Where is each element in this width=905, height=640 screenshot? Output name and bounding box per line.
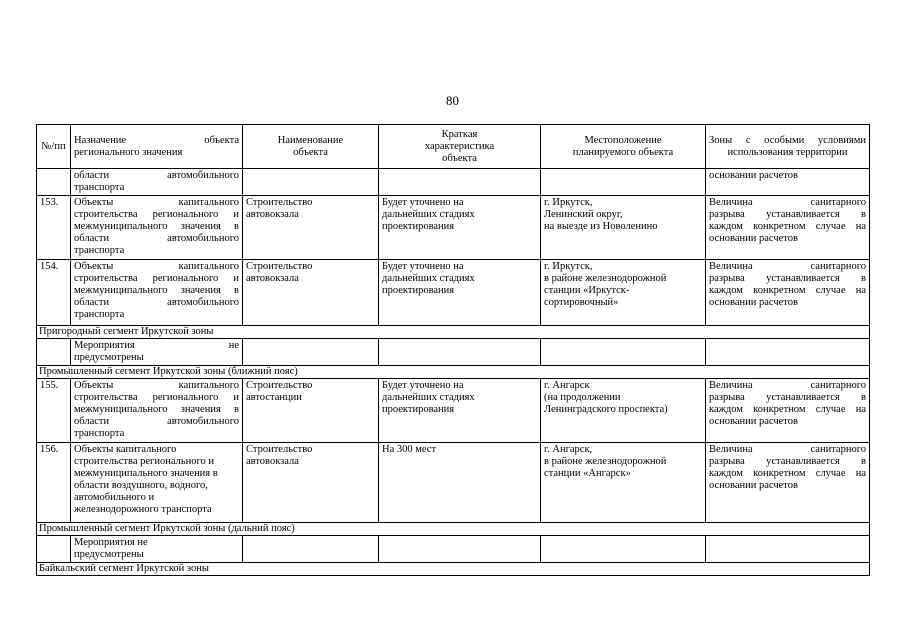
cell-zones: Величина санитарного разрыва устанавливается в каждом конкретном случае на основании расчетов xyxy=(706,379,870,443)
cell-number: 156. xyxy=(37,443,71,523)
cell-name xyxy=(243,169,379,196)
cell-characteristic: На 300 мест xyxy=(379,443,541,523)
cell-characteristic xyxy=(379,169,541,196)
cell-name xyxy=(243,339,379,366)
segment-title: Байкальский сегмент Иркутской зоны xyxy=(37,563,870,576)
cell-purpose: области автомобильного транспорта xyxy=(71,169,243,196)
cell-characteristic: Будет уточнено на дальнейших стадиях проектирования xyxy=(379,260,541,326)
table-header-row xyxy=(37,125,870,169)
cell-purpose: Объекты капитального строительства регионального и межмуниципального значения в области воздушного, водного, автомобильного и железнодорожного транспорта xyxy=(71,443,243,523)
header-number: №/пп xyxy=(37,125,71,169)
table-row xyxy=(37,536,870,563)
table-row xyxy=(37,443,870,523)
table-row xyxy=(37,379,870,443)
cell-location xyxy=(541,169,706,196)
cell-zones: Величина санитарного разрыва устанавливается в каждом конкретном случае на основании расчетов xyxy=(706,443,870,523)
objects-table xyxy=(36,124,870,576)
cell-purpose: Мероприятия не предусмотрены xyxy=(71,536,243,563)
cell-location: г. Ангарск, в районе железнодорожной станции «Ангарск» xyxy=(541,443,706,523)
cell-location xyxy=(541,536,706,563)
cell-number xyxy=(37,339,71,366)
cell-characteristic xyxy=(379,339,541,366)
cell-number: 153. xyxy=(37,196,71,260)
cell-number xyxy=(37,169,71,196)
cell-purpose: Объекты капитального строительства регионального и межмуниципального значения в области автомобильного транспорта xyxy=(71,260,243,326)
cell-number: 155. xyxy=(37,379,71,443)
cell-location: г. Ангарск (на продолжении Ленинградского проспекта) xyxy=(541,379,706,443)
cell-location xyxy=(541,339,706,366)
cell-number xyxy=(37,536,71,563)
cell-location: г. Иркутск, в районе железнодорожной станции «Иркутск- сортировочный» xyxy=(541,260,706,326)
header-location: Местоположение планируемого объекта xyxy=(541,125,706,169)
cell-name: Строительство автовокзала xyxy=(243,443,379,523)
segment-row xyxy=(37,326,870,339)
cell-purpose: Мероприятия не предусмотрены xyxy=(71,339,243,366)
cell-zones: Величина санитарного разрыва устанавливается в каждом конкретном случае на основании расчетов xyxy=(706,260,870,326)
cell-purpose: Объекты капитального строительства регионального и межмуниципального значения в области автомобильного транспорта xyxy=(71,196,243,260)
cell-zones xyxy=(706,536,870,563)
segment-row xyxy=(37,523,870,536)
cell-characteristic: Будет уточнено на дальнейших стадиях проектирования xyxy=(379,196,541,260)
table-row-continuation xyxy=(37,169,870,196)
segment-row xyxy=(37,366,870,379)
cell-name: Строительство автовокзала xyxy=(243,196,379,260)
cell-name: Строительство автовокзала xyxy=(243,260,379,326)
header-characteristic: Краткая характеристика объекта xyxy=(379,125,541,169)
table-row xyxy=(37,339,870,366)
header-purpose: Назначение объекта регионального значения xyxy=(71,125,243,169)
cell-zones: Величина санитарного разрыва устанавливается в каждом конкретном случае на основании расчетов xyxy=(706,196,870,260)
header-name: Наименование объекта xyxy=(243,125,379,169)
table-row xyxy=(37,260,870,326)
table-row xyxy=(37,196,870,260)
segment-title: Промышленный сегмент Иркутской зоны (дальний пояс) xyxy=(37,523,870,536)
header-zones: Зоны с особыми условиями использования территории xyxy=(706,125,870,169)
cell-characteristic: Будет уточнено на дальнейших стадиях проектирования xyxy=(379,379,541,443)
cell-location: г. Иркутск, Ленинский округ, на выезде из Новоленино xyxy=(541,196,706,260)
segment-title: Пригородный сегмент Иркутской зоны xyxy=(37,326,870,339)
cell-zones: основании расчетов xyxy=(706,169,870,196)
cell-purpose: Объекты капитального строительства регионального и межмуниципального значения в области автомобильного транспорта xyxy=(71,379,243,443)
cell-characteristic xyxy=(379,536,541,563)
cell-zones xyxy=(706,339,870,366)
cell-name: Строительство автостанции xyxy=(243,379,379,443)
cell-name xyxy=(243,536,379,563)
segment-title: Промышленный сегмент Иркутской зоны (ближний пояс) xyxy=(37,366,870,379)
segment-row xyxy=(37,563,870,576)
cell-number: 154. xyxy=(37,260,71,326)
page-number: 80 xyxy=(446,93,459,108)
